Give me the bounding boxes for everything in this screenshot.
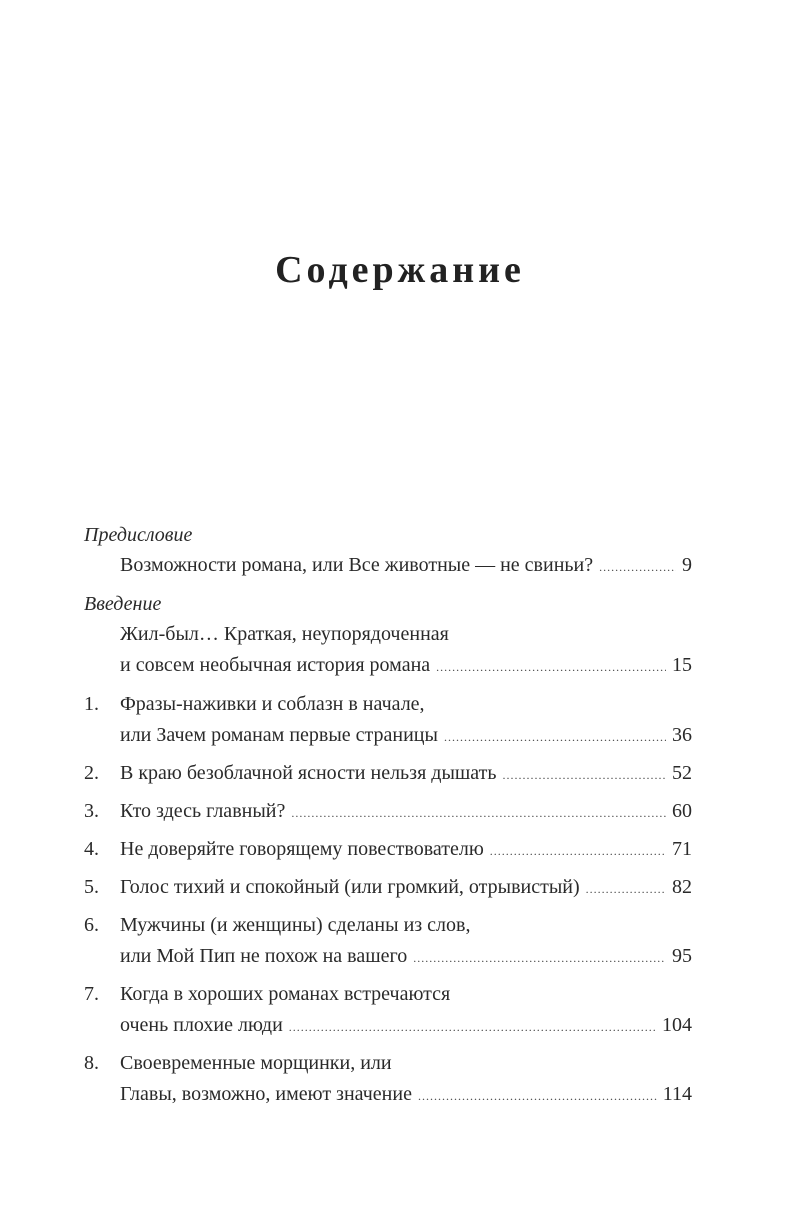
page-number: 71	[672, 838, 692, 860]
dot-leader	[586, 874, 666, 905]
dot-leader	[413, 943, 666, 974]
page-number: 15	[672, 654, 692, 676]
toc-entry-line[interactable]	[84, 834, 692, 865]
toc-chapter-6	[84, 910, 692, 972]
toc-entry-line[interactable]	[84, 979, 692, 1010]
chapter-number: 4.	[84, 838, 99, 860]
toc-entry-line[interactable]	[84, 910, 692, 941]
toc-chapter-7	[84, 979, 692, 1041]
chapter-number: 6.	[84, 914, 99, 936]
page-number: 114	[662, 1083, 692, 1105]
chapter-number: 3.	[84, 800, 99, 822]
entry-title: Жил-был… Краткая, неупорядоченная	[120, 623, 449, 645]
toc-intro	[84, 589, 692, 681]
section-label-preface: Предисловие	[84, 524, 193, 546]
toc-entry-line[interactable]	[84, 941, 692, 972]
entry-title: Главы, возможно, имеют значение	[120, 1083, 412, 1105]
chapter-number: 8.	[84, 1052, 99, 1074]
page-number: 95	[672, 945, 692, 967]
toc-entry-line[interactable]	[84, 1010, 692, 1041]
entry-title: или Зачем романам первые страницы	[120, 724, 438, 746]
toc-chapter-4	[84, 834, 692, 865]
dot-leader	[503, 760, 666, 791]
dot-leader	[418, 1081, 657, 1112]
section-label-intro: Введение	[84, 593, 162, 615]
chapter-number: 5.	[84, 876, 99, 898]
entry-title: Кто здесь главный?	[120, 800, 286, 822]
entry-title: Не доверяйте говорящему повествователю	[120, 838, 484, 860]
toc-entry-line[interactable]	[84, 758, 692, 789]
toc-chapter-1	[84, 689, 692, 751]
page-title: Содержание	[275, 249, 525, 291]
entry-title: Возможности романа, или Все животные — не свиньи?	[120, 554, 594, 576]
page-number: 36	[672, 724, 692, 746]
toc-entry-line[interactable]	[84, 796, 692, 827]
chapter-list	[84, 689, 692, 1110]
toc-entry-line[interactable]	[84, 872, 692, 903]
toc-chapter-3	[84, 796, 692, 827]
dot-leader	[436, 652, 666, 683]
dot-leader	[444, 722, 666, 753]
dot-leader	[291, 798, 666, 829]
toc-chapter-5	[84, 872, 692, 903]
entry-title: или Мой Пип не похож на вашего	[120, 945, 408, 967]
entry-title: Мужчины (и женщины) сделаны из слов,	[120, 914, 471, 936]
page-number: 104	[662, 1014, 692, 1036]
entry-title: и совсем необычная история романа	[120, 654, 431, 676]
entry-title: В краю безоблачной ясности нельзя дышать	[120, 762, 497, 784]
toc-chapter-2	[84, 758, 692, 789]
table-of-contents	[84, 520, 692, 1117]
toc-entry-line[interactable]	[84, 619, 692, 650]
page-number: 82	[672, 876, 692, 898]
dot-leader	[289, 1012, 656, 1043]
entry-title: Своевременные морщинки, или	[120, 1052, 392, 1074]
entry-title: Голос тихий и спокойный (или громкий, отрывистый)	[120, 876, 580, 898]
page-number: 52	[672, 762, 692, 784]
toc-entry-line[interactable]	[84, 550, 692, 581]
toc-entry-line[interactable]	[84, 650, 692, 681]
chapter-number: 2.	[84, 762, 99, 784]
entry-title: Когда в хороших романах встречаются	[120, 983, 451, 1005]
entry-title: Фразы-наживки и соблазн в начале,	[120, 693, 425, 715]
chapter-number: 7.	[84, 983, 99, 1005]
page-number: 9	[682, 554, 692, 576]
toc-preface	[84, 520, 692, 581]
chapter-number: 1.	[84, 693, 99, 715]
dot-leader	[490, 836, 666, 867]
toc-entry-line[interactable]	[84, 1048, 692, 1079]
toc-entry-line[interactable]	[84, 1079, 692, 1110]
toc-entry-line[interactable]	[84, 720, 692, 751]
dot-leader	[599, 552, 676, 583]
toc-chapter-8	[84, 1048, 692, 1110]
entry-title: очень плохие люди	[120, 1014, 283, 1036]
toc-entry-line[interactable]	[84, 689, 692, 720]
page-number: 60	[672, 800, 692, 822]
